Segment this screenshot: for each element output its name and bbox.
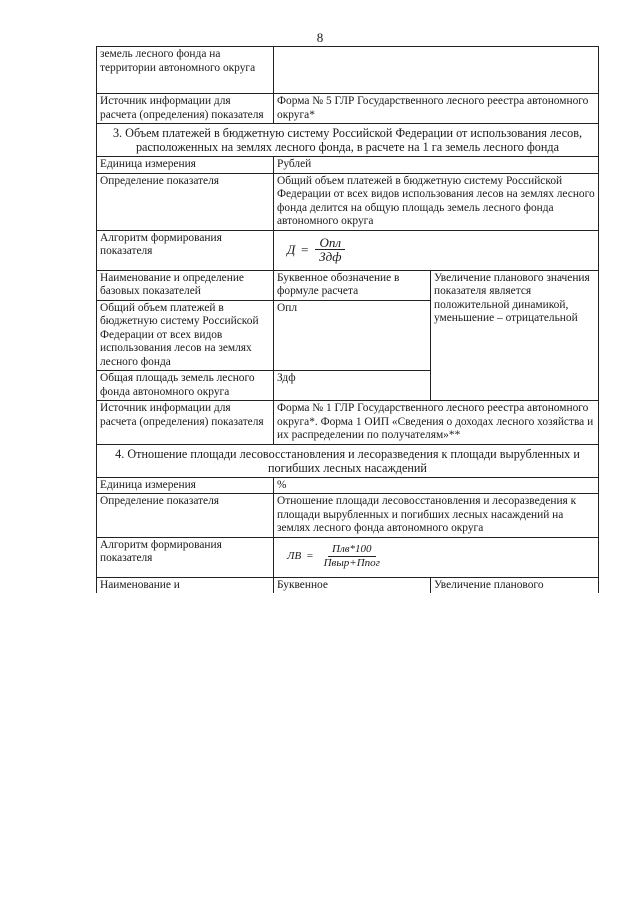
unit-value: Рублей — [274, 157, 599, 174]
source-value: Форма № 1 ГЛР Государственного лесного реестра автономного округа*. Форма 1 ОИП «Сведения о доходах лесного хозяйства и их распределении по получателям»** — [274, 401, 599, 445]
row-label: Источник информации для расчета (определения) показателя — [97, 94, 274, 124]
section-3-title: 3. Объем платежей в бюджетную систему Российской Федерации от использования лесов, расположенных на землях лесного фонда, в расчете на 1 га земель лесного фонда — [97, 124, 599, 157]
formula-lhs: Д — [287, 241, 296, 257]
base-header-symbol: Буквенное обозначение в формуле расчета — [274, 270, 431, 300]
unit-label: Единица измерения — [97, 157, 274, 174]
unit-value: % — [274, 477, 599, 494]
page-number: 8 — [316, 30, 324, 45]
table-row — [97, 47, 599, 94]
section-title-row — [97, 444, 599, 477]
source-label: Источник информации для расчета (определения) показателя — [97, 401, 274, 445]
section-title-row — [97, 124, 599, 157]
table-row — [97, 537, 599, 577]
definition-label: Определение показателя — [97, 494, 274, 538]
table-row — [97, 401, 599, 445]
base-header-name: Наименование и определение базовых показателей — [97, 270, 274, 300]
base-header-name: Наименование и — [97, 577, 274, 593]
base-row-name: Общая площадь земель лесного фонда автономного округа — [97, 371, 274, 401]
definition-value: Отношение площади лесовосстановления и лесоразведения к площади вырубленных и погибших лесных насаждений на землях лесного фонда автономного округа — [274, 494, 599, 538]
table-row — [97, 577, 599, 593]
algorithm-formula — [274, 230, 599, 270]
row-label: земель лесного фонда на территории автономного округа — [97, 47, 274, 94]
definition-value: Общий объем платежей в бюджетную систему Российской Федерации от всех видов использования лесов на землях лесного фонда делится на общую площадь земель лесного фонда автономного округа — [274, 173, 599, 230]
table-row — [97, 477, 599, 494]
base-row-symbol: Здф — [274, 371, 431, 401]
section-4-title: 4. Отношение площади лесовосстановления и лесоразведения к площади вырубленных и погибших лесных насаждений — [97, 444, 599, 477]
base-header-dynamics: Увеличение планового — [431, 577, 599, 593]
table-row — [97, 94, 599, 124]
table-row — [97, 270, 599, 300]
base-header-dynamics: Увеличение планового значения показателя является положительной динамикой, уменьшение – отрицательной — [431, 270, 599, 401]
formula-numerator: Плв*100 — [328, 543, 376, 558]
formula-lhs: ЛВ — [287, 549, 302, 562]
algorithm-label: Алгоритм формирования показателя — [97, 230, 274, 270]
formula-fraction — [315, 236, 345, 264]
base-row-name: Общий объем платежей в бюджетную систему Российской Федерации от всех видов использования лесов на землях лесного фонда — [97, 300, 274, 371]
table-row — [97, 494, 599, 538]
algorithm-formula — [274, 537, 599, 577]
formula-equals: = — [300, 241, 310, 257]
formula-equals: = — [306, 549, 314, 562]
table-row — [97, 230, 599, 270]
definition-label: Определение показателя — [97, 173, 274, 230]
base-row-symbol: Опл — [274, 300, 431, 371]
algorithm-label: Алгоритм формирования показателя — [97, 537, 274, 577]
table-row — [97, 157, 599, 174]
formula-denominator: Пвыр+Ппог — [323, 557, 380, 569]
formula-denominator: Здф — [319, 249, 342, 264]
formula-numerator: Опл — [315, 236, 345, 251]
base-header-symbol: Буквенное — [274, 577, 431, 593]
row-value: Форма № 5 ГЛР Государственного лесного реестра автономного округа* — [274, 94, 599, 124]
unit-label: Единица измерения — [97, 477, 274, 494]
indicator-table — [96, 46, 598, 593]
row-value — [274, 47, 599, 94]
table-row — [97, 173, 599, 230]
formula-fraction — [320, 543, 384, 571]
